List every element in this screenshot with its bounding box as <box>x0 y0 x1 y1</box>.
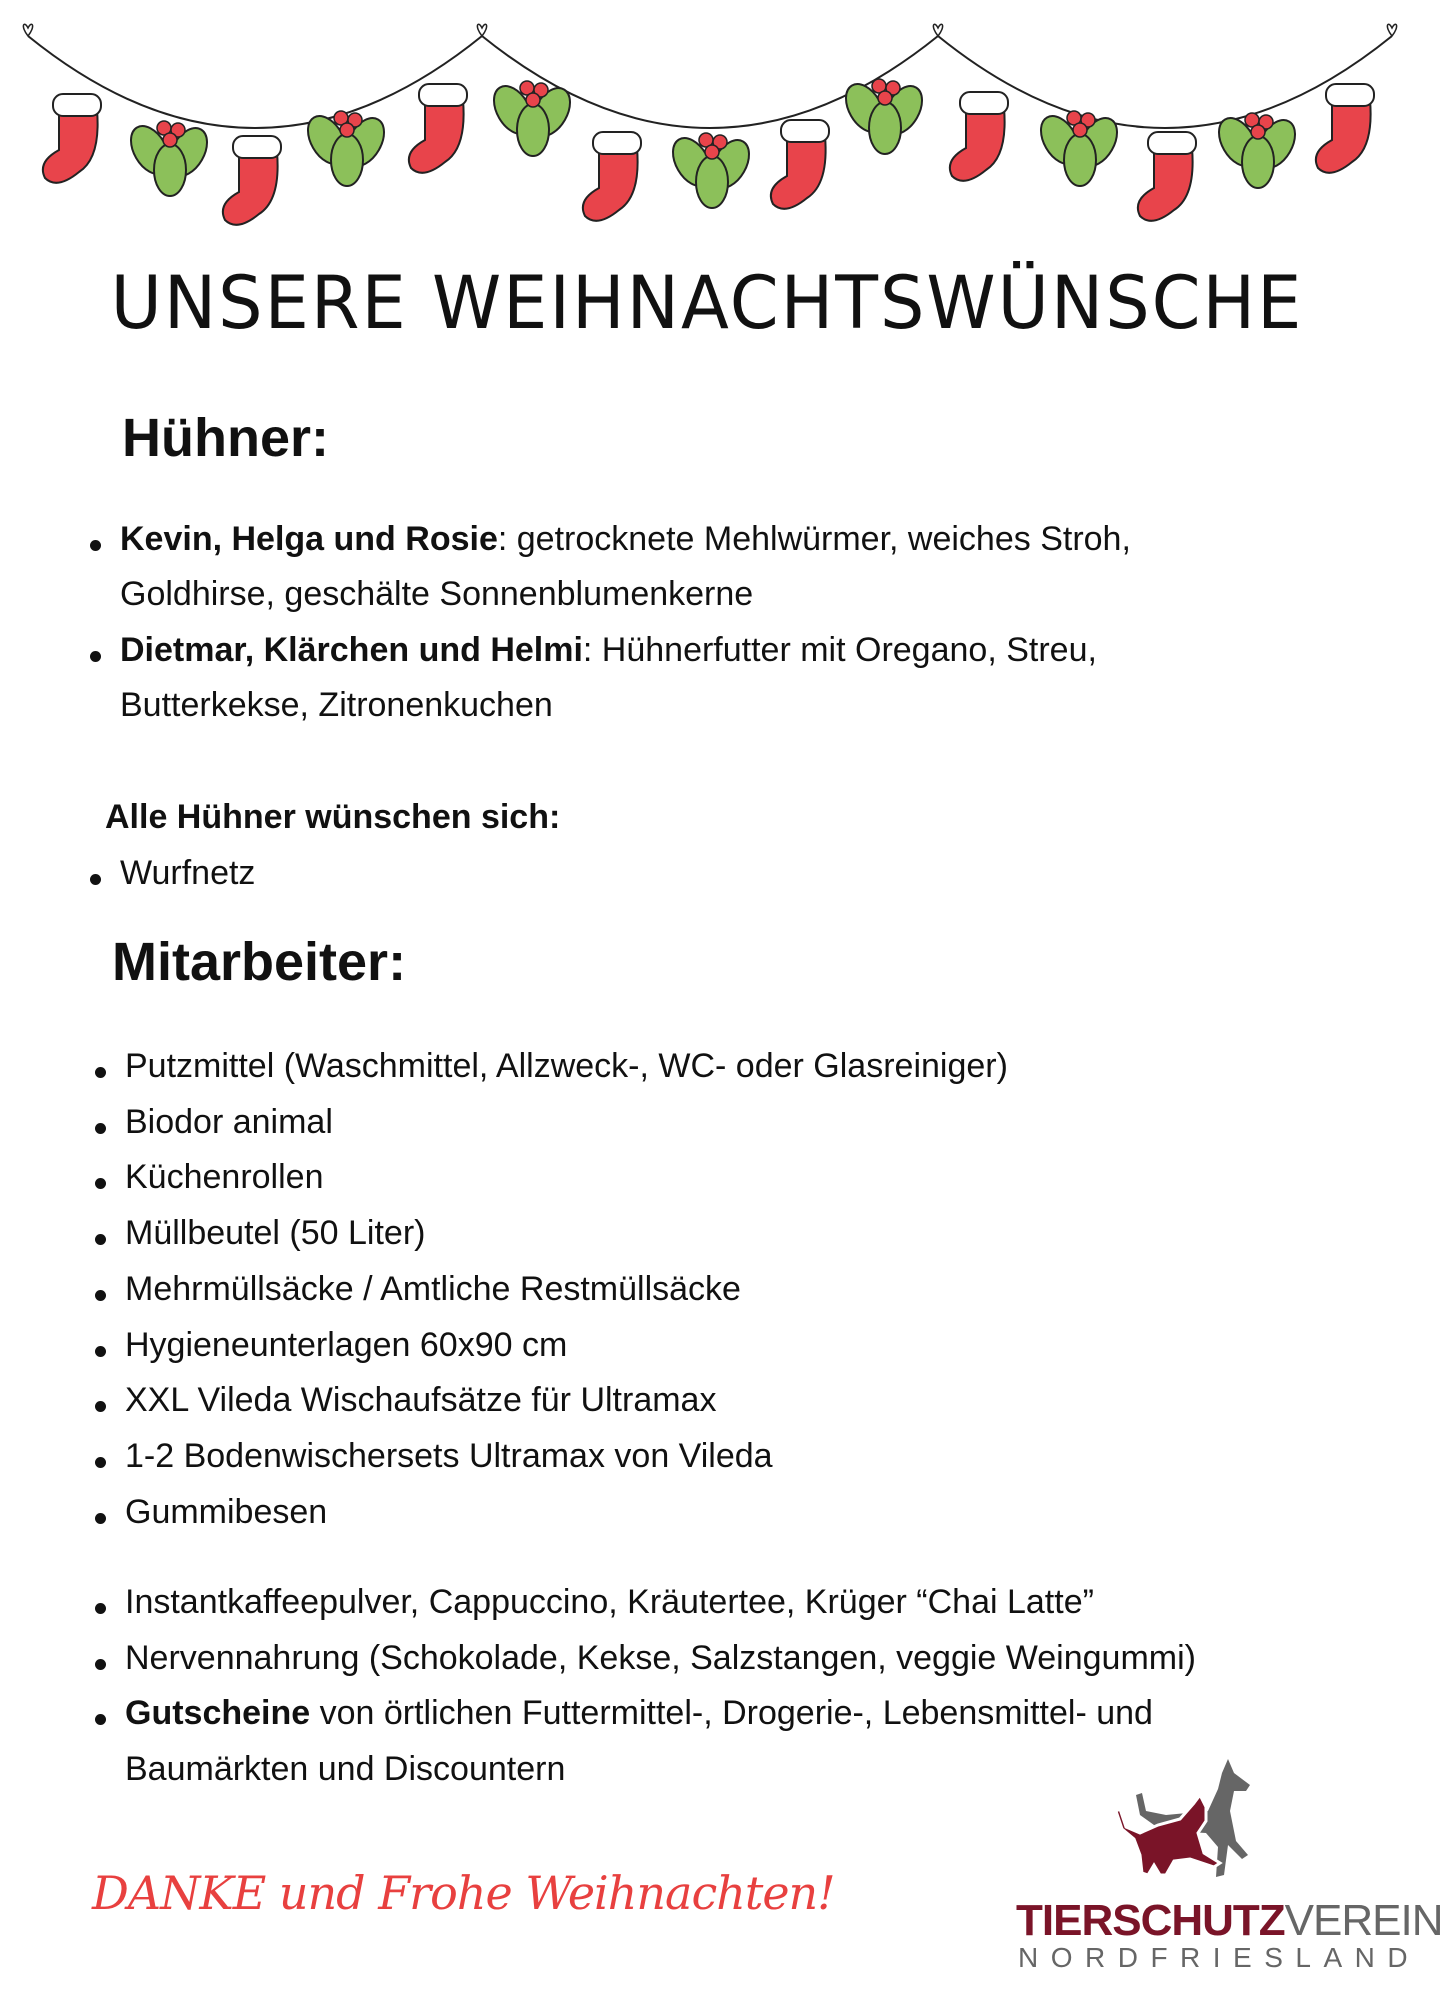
thanks-message: DANKE und Frohe Weihnachten! <box>92 1866 835 1920</box>
logo-subtitle: NORDFRIESLAND <box>1018 1942 1421 1973</box>
item-text: : Hühnerfutter mit Oregano, Streu, <box>582 631 1097 669</box>
stocking-cuff <box>781 120 829 142</box>
dog-cat-logo-icon <box>1110 1755 1260 1885</box>
page-title: UNSERE WEIHNACHTSWÜNSCHE <box>110 259 1304 347</box>
berry-icon <box>705 145 719 159</box>
stocking-cuff <box>53 94 101 116</box>
holly-leaf-icon <box>154 144 186 196</box>
list-item: Küchenrollen <box>125 1158 324 1197</box>
item-name: Kevin, Helga und Rosie <box>120 520 498 558</box>
item-name: Dietmar, Klärchen und Helmi <box>120 631 583 669</box>
stocking-cuff <box>419 84 467 106</box>
list-item: Hygieneunterlagen 60x90 cm <box>125 1325 568 1364</box>
section-heading-huehner: Hühner: <box>122 408 329 468</box>
berry-icon <box>340 123 354 137</box>
list-item: 1-2 Bodenwischersets Ultramax von Vileda <box>125 1436 773 1475</box>
list-item: XXL Vileda Wischaufsätze für Ultramax <box>125 1381 717 1420</box>
garland-string <box>938 36 1392 128</box>
item-text: : getrocknete Mehlwürmer, weiches Stroh, <box>497 520 1131 558</box>
holly-leaf-icon <box>517 104 549 156</box>
subheading-all-huehner: Alle Hühner wünschen sich: <box>105 798 561 836</box>
list-item-continuation: Goldhirse, geschälte Sonnenblumenkerne <box>120 575 754 613</box>
berry-icon <box>526 93 540 107</box>
holly-leaf-icon <box>696 156 728 208</box>
stocking-cuff <box>1148 132 1196 154</box>
berry-icon <box>1251 125 1265 139</box>
item-name: Gutscheine <box>125 1694 311 1732</box>
holly-leaf-icon <box>1242 136 1274 188</box>
list-item <box>120 631 1097 670</box>
holly-leaf-icon <box>869 102 901 154</box>
item-text: Nervennahrung (Schokolade, Kekse, Salzstangen, veggie Weingummi) <box>125 1638 1196 1677</box>
list-item-continuation: Baumärkten und Discountern <box>125 1749 566 1788</box>
stocking-icon <box>771 136 826 209</box>
berry-icon <box>163 133 177 147</box>
berry-icon <box>878 91 892 105</box>
list-item: Putzmittel (Waschmittel, Allzweck-, WC- oder Glasreiniger) <box>125 1047 1008 1085</box>
stocking-cuff <box>233 136 281 158</box>
stocking-icon <box>409 100 464 173</box>
stocking-cuff <box>1326 84 1374 106</box>
stocking-icon <box>223 152 278 225</box>
logo-text-part2: VEREIN <box>1284 1896 1442 1945</box>
list-item: Biodor animal <box>125 1102 333 1141</box>
list-item <box>125 1583 1094 1622</box>
stocking-icon <box>1138 148 1193 221</box>
list-item: Mehrmüllsäcke / Amtliche Restmüllsäcke <box>125 1269 741 1308</box>
list-item: Wurfnetz <box>120 854 256 892</box>
knot-icon <box>23 24 32 36</box>
stocking-cuff <box>593 132 641 154</box>
stocking-cuff <box>960 92 1008 114</box>
list-item: Gummibesen <box>125 1492 328 1531</box>
item-text: von örtlichen Futtermittel-, Drogerie-, Lebensmittel- und <box>310 1694 1153 1732</box>
holly-leaf-icon <box>331 134 363 186</box>
list-item <box>125 1639 1196 1678</box>
item-text: Instantkaffeepulver, Cappuccino, Kräutertee, Krüger “Chai Latte” <box>125 1583 1094 1621</box>
berry-icon <box>1073 123 1087 137</box>
logo-text-part1: TIERSCHUTZ <box>1016 1896 1285 1945</box>
knot-icon <box>477 24 486 36</box>
christmas-garland-decoration <box>0 0 1414 230</box>
stocking-icon <box>43 110 98 183</box>
knot-icon <box>1387 24 1396 36</box>
stocking-icon <box>1316 100 1371 173</box>
section-heading-mitarbeiter: Mitarbeiter: <box>112 932 407 992</box>
stocking-icon <box>950 108 1005 181</box>
list-item <box>125 1694 1153 1733</box>
list-item: Müllbeutel (50 Liter) <box>125 1214 426 1253</box>
holly-leaf-icon <box>1064 134 1096 186</box>
list-item <box>120 520 1131 559</box>
knot-icon <box>933 24 942 36</box>
logo-text <box>1016 1896 1442 1946</box>
stocking-icon <box>583 148 638 221</box>
list-item-continuation: Butterkekse, Zitronenkuchen <box>120 686 553 724</box>
